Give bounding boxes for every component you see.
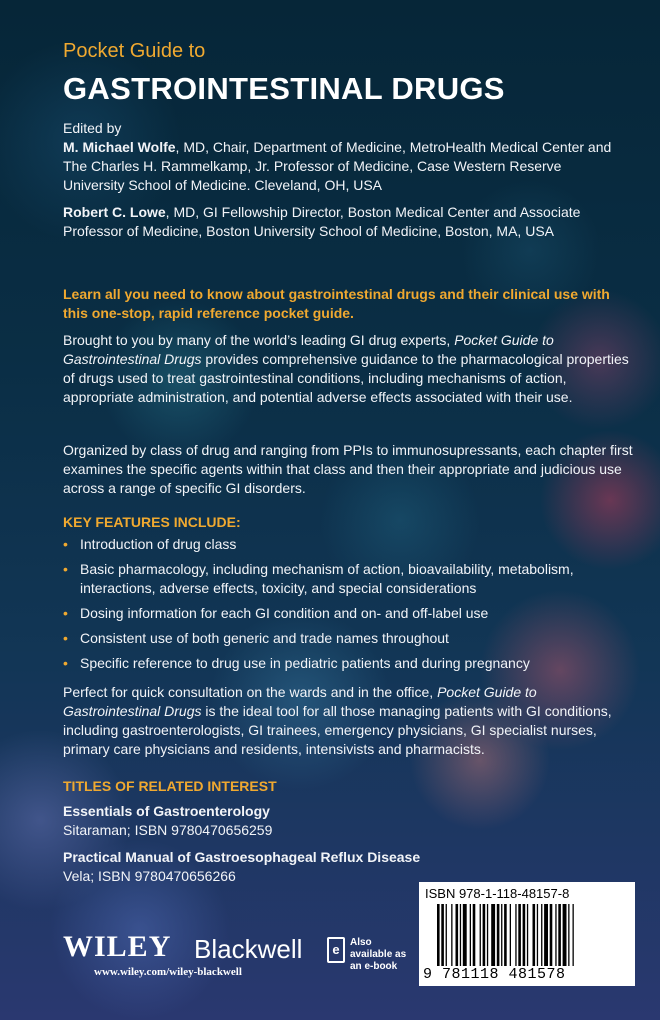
ebook-icon: e [327, 937, 345, 963]
book-title: GASTROINTESTINAL DRUGS [63, 71, 505, 106]
list-item: • Specific reference to drug use in pediatric patients and during pregnancy [63, 655, 530, 671]
barcode-digits: 9 781118 481578 [423, 966, 566, 983]
barcode-bar [510, 904, 511, 966]
headline: Learn all you need to know about gastrointestinal drugs and their clinical use with this one-stop, rapid reference pocket guide. [63, 286, 610, 321]
barcode-bar [573, 904, 574, 966]
list-item: • Basic pharmacology, including mechanism of action, bioavailability, metabolism, interactions, adverse effects, toxicity, and special considerations [63, 561, 574, 596]
bullet-icon: • [63, 630, 68, 646]
related-title-1 [63, 802, 272, 840]
list-item: • Dosing information for each GI condition and on- and off-label use [63, 605, 489, 621]
edited-by-label: Edited by [63, 120, 122, 136]
barcode-bar [460, 904, 461, 966]
barcode-bar [437, 904, 440, 966]
editor-1 [63, 138, 615, 195]
book-title-italic: Pocket Guide to Gastrointestinal Drugs [63, 332, 554, 367]
description-paragraph-2: Organized by class of drug and ranging from PPIs to immunosupressants, each chapter first examines the specific agents within that class and then their appropriate and judicious use across a range of specific GI disorders. [63, 442, 633, 496]
description-paragraph-3: Perfect for quick consultation on the wards and in the office, Pocket Guide to Gastrointestinal Drugs is the ideal tool for all those managing patients with GI conditions, including gastroenterologists, GI trainees, emergency physicians, GI specialist nurses, primary care physicians and residents, intensivists and pharmacists. [63, 684, 612, 757]
wiley-logo: WILEY [63, 930, 172, 963]
features-list [63, 535, 643, 679]
bullet-icon: • [63, 655, 68, 671]
editor-name: M. Michael Wolfe [63, 139, 176, 155]
bullet-icon: • [63, 561, 68, 577]
related-book-title: Essentials of Gastroenterology [63, 803, 270, 819]
barcode-bar [541, 904, 542, 966]
editor-name: Robert C. Lowe [63, 204, 166, 220]
barcode-bar [473, 904, 476, 966]
barcode-bar [515, 904, 516, 966]
barcode-bar [533, 904, 536, 966]
barcode-bar [544, 904, 548, 966]
barcode-bar [527, 904, 528, 966]
blackwell-logo: Blackwell [194, 934, 303, 964]
barcode-bars [437, 904, 627, 966]
barcode-bar [555, 904, 556, 966]
barcode-bar [463, 904, 467, 966]
barcode-bar [451, 904, 452, 966]
related-book-info: Vela; ISBN 9780470656266 [63, 868, 236, 884]
editor-2 [63, 203, 615, 241]
isbn-barcode [419, 882, 635, 986]
editor-affiliation: , MD, Chair, Department of Medicine, MetroHealth Medical Center and The Charles H. Rammelkamp, Jr. Professor of Medicine, Case Western Reserve University School of Medicine. Cleveland, OH, USA [63, 139, 612, 193]
barcode-bar [537, 904, 538, 966]
barcode-bar [456, 904, 459, 966]
bullet-icon: • [63, 536, 68, 552]
series-title: Pocket Guide to [63, 40, 206, 62]
bullet-icon: • [63, 605, 68, 621]
ebook-availability-text: Also available as an e-book [350, 937, 407, 972]
isbn-label: ISBN 978-1-118-48157-8 [425, 886, 570, 901]
related-titles-heading: TITLES OF RELATED INTEREST [63, 778, 277, 794]
barcode-bar [470, 904, 471, 966]
related-book-info: Sitaraman; ISBN 9780470656259 [63, 822, 273, 838]
publisher-url: www.wiley.com/wiley-blackwell [94, 966, 242, 978]
related-title-2 [63, 848, 420, 886]
editor-affiliation: , MD, GI Fellowship Director, Boston Medical Center and Associate Professor of Medicine, Boston University School of Medicine, Boston, MA, USA [63, 204, 581, 239]
barcode-bar [483, 904, 486, 966]
barcode-bar [523, 904, 526, 966]
description-paragraph-1: Brought to you by many of the world’s leading GI drug experts, Pocket Guide to Gastrointestinal Drugs provides comprehensive guidance to the pharmacological properties of drugs used to treat gastrointestinal conditions, including mechanisms of action, appropriate administration, and potential adverse effects associated with their use. [63, 332, 629, 405]
barcode-bar [480, 904, 481, 966]
related-book-title: Practical Manual of Gastroesophageal Reflux Disease [63, 849, 421, 865]
barcode-bar [487, 904, 488, 966]
barcode-bar [518, 904, 521, 966]
barcode-bar [446, 904, 447, 966]
list-item: • Introduction of drug class [63, 536, 237, 552]
barcode-bar [558, 904, 561, 966]
barcode-bar [441, 904, 444, 966]
barcode-bar [504, 904, 507, 966]
barcode-bar [491, 904, 495, 966]
list-item: • Consistent use of both generic and trade names throughout [63, 630, 449, 646]
book-title-italic: Pocket Guide to Gastrointestinal Drugs [63, 684, 537, 719]
barcode-bar [563, 904, 567, 966]
barcode-bar [550, 904, 553, 966]
barcode-bar [568, 904, 569, 966]
barcode-bar [501, 904, 502, 966]
key-features-heading: KEY FEATURES INCLUDE: [63, 514, 241, 530]
barcode-bar [497, 904, 500, 966]
